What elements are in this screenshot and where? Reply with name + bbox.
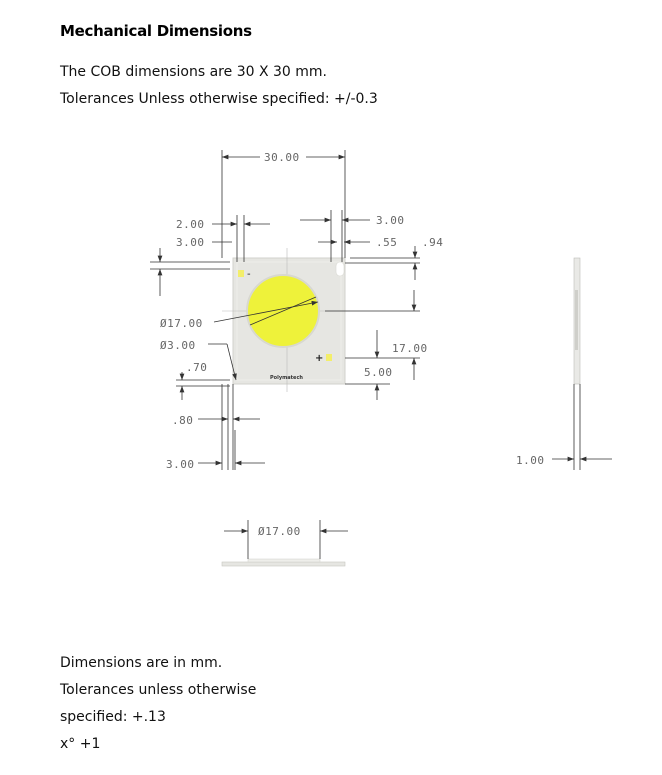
dim-bottom-3-label: 3.00 xyxy=(166,458,195,471)
mounting-slot-right xyxy=(336,262,344,276)
dim-right-3-label: 3.00 xyxy=(376,214,405,227)
footer-tolerance-text-1: Tolerances unless otherwise xyxy=(60,682,257,698)
dim-bottom-view-diameter-label: Ø17.00 xyxy=(258,525,301,538)
dim-side-thickness-label: 1.00 xyxy=(516,454,545,467)
brand-label: Polymatech xyxy=(270,375,303,381)
dim-left-3-label: 3.00 xyxy=(176,236,205,249)
intro-dimensions-text: The COB dimensions are 30 X 30 mm. xyxy=(60,64,327,80)
dim-width-label: 30.00 xyxy=(264,151,300,164)
footer-tolerance-text-2: specified: +.13 xyxy=(60,709,166,725)
dim-right-55-label: .55 xyxy=(376,236,398,249)
intro-tolerance-text: Tolerances Unless otherwise specified: +/-0.3 xyxy=(60,91,378,107)
dim-vertical-5-label: 5.00 xyxy=(364,366,393,379)
footer-units-text: Dimensions are in mm. xyxy=(60,655,223,671)
dim-right-94-label: .94 xyxy=(422,236,444,249)
cob-top-view xyxy=(222,248,350,392)
dim-left-2-label: 2.00 xyxy=(176,218,205,231)
cob-bottom-view xyxy=(222,520,348,566)
positive-pad xyxy=(326,354,332,361)
minus-sign: - xyxy=(247,269,251,280)
dim-vertical-17-label: 17.00 xyxy=(392,342,428,355)
dim-led-diameter-label: Ø17.00 xyxy=(160,317,203,330)
footer-angle-tolerance-text: x° +1 xyxy=(60,736,101,752)
cob-side-view xyxy=(516,258,612,470)
plus-sign: + xyxy=(315,353,324,364)
negative-pad xyxy=(238,270,244,277)
dim-80-label: .80 xyxy=(172,414,194,427)
section-title: Mechanical Dimensions xyxy=(60,22,252,40)
dim-hole-diameter-label: Ø3.00 xyxy=(160,339,196,352)
dim-70-label: .70 xyxy=(186,361,208,374)
